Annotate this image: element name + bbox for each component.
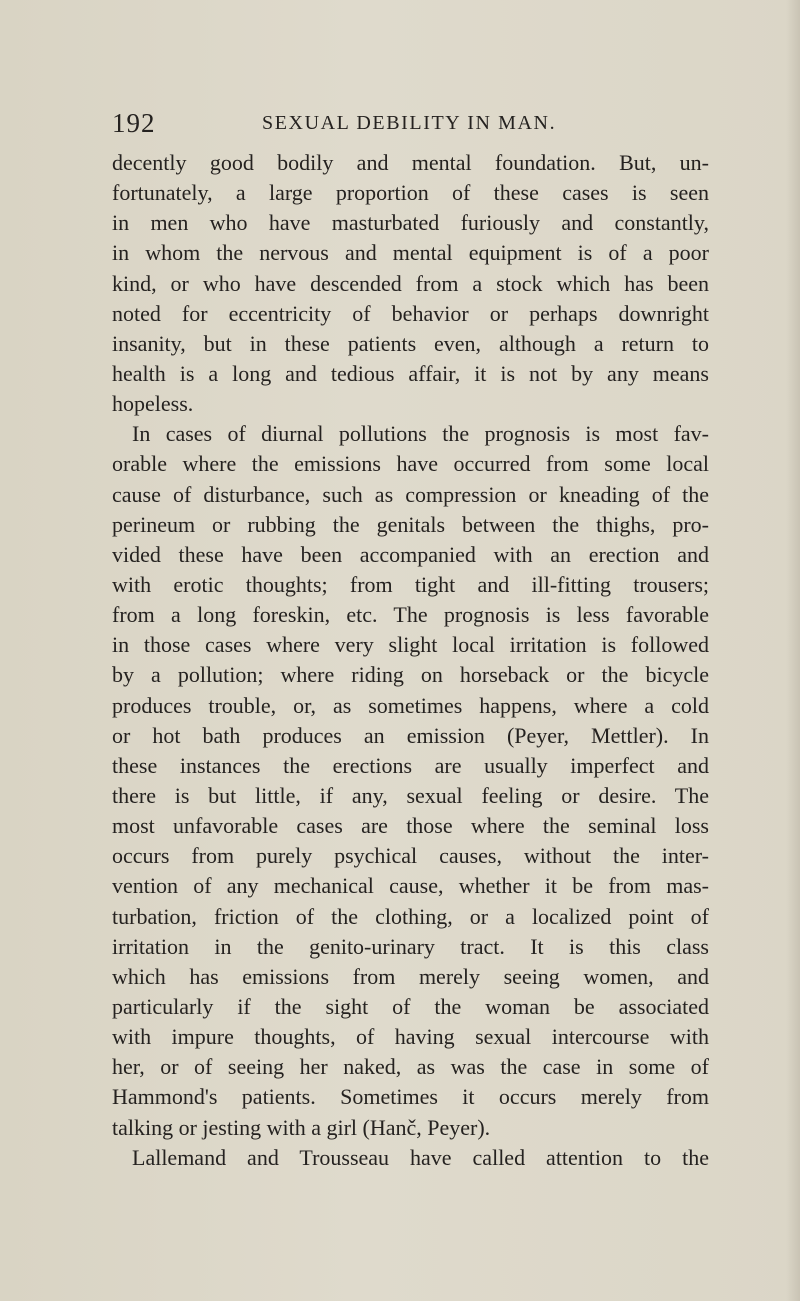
text-line: fortunately, a large proportion of these cases is seen	[112, 180, 709, 206]
page-edge-shadow	[786, 0, 800, 1301]
text-line: particularly if the sight of the woman be associated	[112, 993, 709, 1019]
text-line: perineum or rubbing the genitals between the thighs, pro-	[112, 511, 709, 537]
text-line-paragraph-end: hopeless.	[112, 391, 194, 417]
running-head: SEXUAL DEBILITY IN MAN.	[262, 112, 557, 134]
text-line: with erotic thoughts; from tight and ill-fitting trousers;	[112, 571, 709, 597]
text-line: Hammond's patients. Sometimes it occurs merely from	[112, 1084, 709, 1110]
text-line: irritation in the genito-urinary tract. It is this class	[112, 933, 709, 959]
text-line: there is but little, if any, sexual feeling or desire. The	[112, 782, 709, 808]
text-line: noted for eccentricity of behavior or perhaps downright	[112, 300, 709, 326]
text-line: with impure thoughts, of having sexual intercourse with	[112, 1024, 709, 1050]
text-line-paragraph-end: talking or jesting with a girl (Hanč, Peyer).	[112, 1114, 491, 1140]
text-line: kind, or who have descended from a stock which has been	[112, 270, 709, 296]
text-line: occurs from purely psychical causes, without the inter-	[112, 843, 709, 869]
text-line: these instances the erections are usually imperfect and	[112, 752, 709, 778]
text-line: produces trouble, or, as sometimes happens, where a cold	[112, 692, 709, 718]
text-line: in those cases where very slight local irritation is followed	[112, 632, 709, 658]
text-line-paragraph-start: Lallemand and Trousseau have called attention to the	[132, 1144, 709, 1170]
text-line: her, or of seeing her naked, as was the case in some of	[112, 1054, 709, 1080]
page-header	[112, 108, 712, 142]
text-line: cause of disturbance, such as compression or kneading of the	[112, 481, 709, 507]
text-line: from a long foreskin, etc. The prognosis is less favorable	[112, 602, 709, 628]
text-line: orable where the emissions have occurred from some local	[112, 451, 709, 477]
text-line: insanity, but in these patients even, although a return to	[112, 330, 709, 356]
text-line: in whom the nervous and mental equipment is of a poor	[112, 240, 709, 266]
text-line: or hot bath produces an emission (Peyer, Mettler). In	[112, 722, 709, 748]
text-line-paragraph-start: In cases of diurnal pollutions the prognosis is most fav-	[132, 421, 709, 447]
text-line: most unfavorable cases are those where the seminal loss	[112, 813, 709, 839]
text-line: turbation, friction of the clothing, or a localized point of	[112, 903, 709, 929]
body-text	[112, 148, 709, 1173]
text-line: which has emissions from merely seeing women, and	[112, 963, 709, 989]
page-number: 192	[112, 108, 156, 138]
text-line: vided these have been accompanied with an erection and	[112, 541, 709, 567]
text-line: decently good bodily and mental foundation. But, un-	[112, 150, 709, 175]
text-line: in men who have masturbated furiously and constantly,	[112, 210, 709, 236]
text-line: health is a long and tedious affair, it is not by any means	[112, 360, 709, 386]
text-line: by a pollution; where riding on horseback or the bicycle	[112, 662, 709, 688]
text-line: vention of any mechanical cause, whether it be from mas-	[112, 873, 709, 899]
